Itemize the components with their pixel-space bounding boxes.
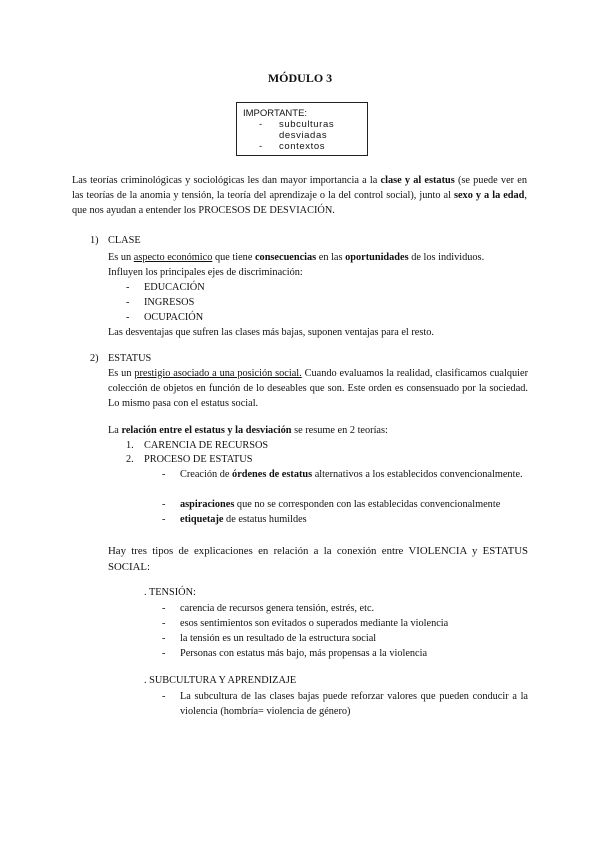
section-number: 1) [90,235,99,246]
tension-item: esos sentimientos son evitados o superados mediante la violencia [180,618,449,629]
bullet-dash: - [126,297,130,308]
important-item-text: subculturas [279,119,335,130]
section-heading: CLASE [108,235,141,246]
theory-number: 2. [126,454,134,465]
underlined-text: prestigio asociado a una posición social. [134,368,302,379]
text: de estatus humildes [223,514,307,525]
subsection-heading: . TENSIÓN: [144,587,196,598]
text: Cuando evaluamos la realidad, clasificamos cualquier colección de objetos en función de lo deseables que son. Este orden es consensuado por la sociedad. Lo mismo pasa con el estatus social. [108,368,528,409]
bullet-dash: - [162,469,166,480]
tension-item: carencia de recursos genera tensión, estrés, etc. [180,603,375,614]
status-process-item [180,467,528,482]
subsection-heading: . SUBCULTURA Y APRENDIZAJE [144,675,297,686]
text: alternativos a los establecidos convencionalmente. [312,469,523,480]
intro-text: Las teorías criminológicas y sociológicas les dan mayor importancia a la [72,175,381,186]
intro-text: (se puede ver en las teorías de la anomia y tensión, la teoría del aprendizaje o la del control social), junto al [72,175,527,201]
bullet-dash: - [162,691,166,702]
status-definition [108,366,528,411]
important-item-text: contextos [279,141,326,152]
intro-text: , que nos ayudan a entender los PROCESOS DE DESVIACIÓN. [72,190,527,216]
tension-item: la tensión es un resultado de la estructura social [180,633,377,644]
important-item [243,119,367,130]
bold-text: oportunidades [345,252,409,263]
bullet-dash: - [259,141,263,152]
important-item [243,130,367,141]
text: en las [316,252,346,263]
text: de los individuos. [408,252,485,263]
important-item-text: desviadas [279,130,328,141]
section-number: 2) [90,353,99,364]
underlined-text: aspecto económico [133,252,213,263]
text: que no se corresponden con las establecidas convencionalmente [234,499,501,510]
status-process-item [180,512,307,527]
theory-label: CARENCIA DE RECURSOS [144,440,269,451]
text: Es un [108,368,135,379]
class-disadvantages: Las desventajas que sufren las clases más bajas, suponen ventajas para el resto. [108,327,434,338]
bullet-dash: - [162,499,166,510]
theory-number: 1. [126,440,134,451]
section-heading: ESTATUS [108,353,152,364]
bullet-dash: - [162,514,166,525]
important-label: IMPORTANTE: [243,108,308,119]
text: se resume en 2 teorías: [291,425,388,436]
tension-item: Personas con estatus más bajo, más propensas a la violencia [180,648,428,659]
relation-intro [108,423,388,438]
bold-text: órdenes de estatus [232,469,313,480]
subculture-item: La subcultura de las clases bajas puede reforzar valores que pueden conducir a la violencia (hombría= violencia de género) [180,691,528,717]
bullet-dash: - [126,282,130,293]
intro-bold: sexo y a la edad [453,190,525,201]
bullet-dash: - [126,312,130,323]
bold-text: relación entre el estatus y la desviación [121,425,292,436]
bold-text: etiquetaje [180,514,224,525]
intro-bold: clase y al estatus [380,175,455,186]
text: Creación de [180,469,233,480]
page-title: MÓDULO 3 [267,71,333,85]
important-item [243,141,367,152]
bullet-dash: - [259,119,263,130]
class-axes-intro: Influyen los principales ejes de discriminación: [108,267,303,278]
text: que tiene [212,252,255,263]
list-item: INGRESOS [144,297,195,308]
text: La [108,425,122,436]
bold-text: aspiraciones [180,499,235,510]
text: Es un [108,252,134,263]
bullet-dash: - [162,618,166,629]
important-box [236,102,368,156]
theory-label: PROCESO DE ESTATUS [144,454,253,465]
list-item: EDUCACIÓN [144,282,205,293]
explanations-intro: Hay tres tipos de explicaciones en relación a la conexión entre VIOLENCIA y ESTATUS SOCIAL: [108,545,528,573]
status-process-item [180,497,500,512]
bullet-dash: - [162,603,166,614]
bullet-dash: - [162,648,166,659]
intro-paragraph [72,173,527,218]
bold-text: consecuencias [254,252,317,263]
bullet-dash: - [162,633,166,644]
class-definition [108,250,484,265]
list-item: OCUPACIÓN [144,312,204,323]
